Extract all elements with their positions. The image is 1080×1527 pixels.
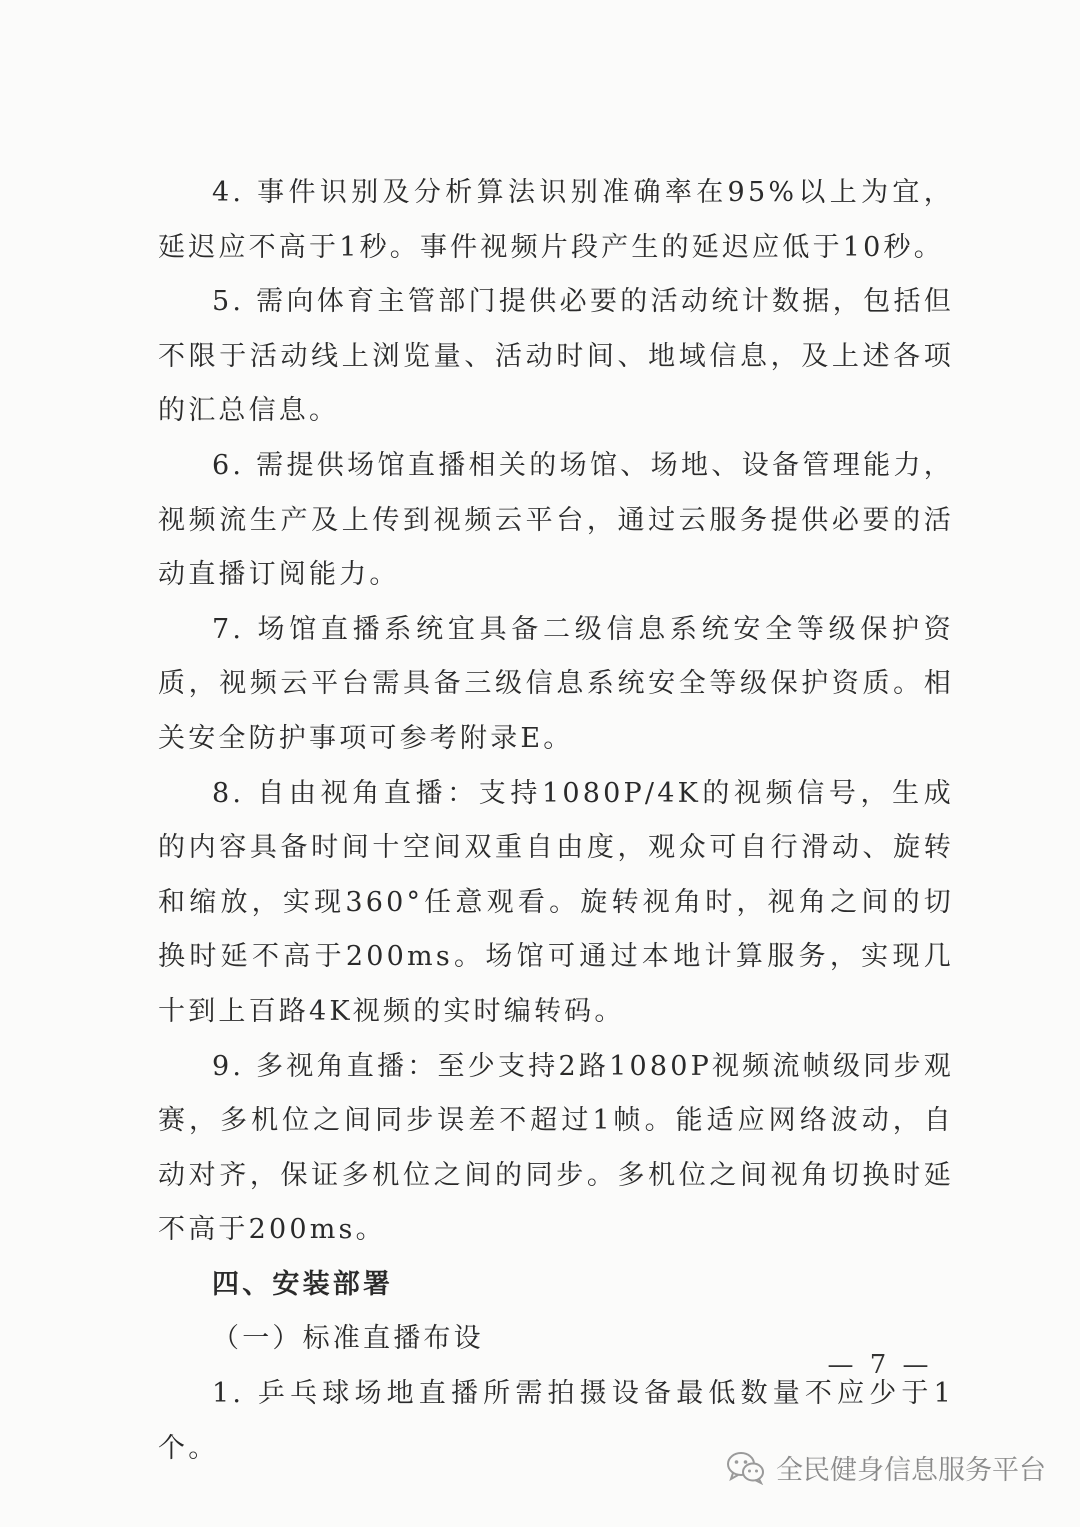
document-body xyxy=(158,166,954,1476)
paragraph-9: 9. 多视角直播：至少支持2路1080P视频流帧级同步观赛，多机位之间同步误差不超过1帧。能适应网络波动，自动对齐，保证多机位之间的同步。多机位之间视角切换时延不高于200ms。 xyxy=(158,1050,954,1246)
paragraph-5: 5. 需向体育主管部门提供必要的活动统计数据，包括但不限于活动线上浏览量、活动时间、地域信息，及上述各项的汇总信息。 xyxy=(158,286,954,427)
subsection-heading: （一）标准直播布设 xyxy=(212,1323,484,1355)
paragraph-6: 6. 需提供场馆直播相关的场馆、场地、设备管理能力，视频流生产及上传到视频云平台，通过云服务提供必要的活动直播订阅能力。 xyxy=(158,449,954,591)
watermark xyxy=(726,1448,1046,1487)
section-heading: 四、安装部署 xyxy=(212,1268,394,1300)
paragraph-8: 8. 自由视角直播：支持1080P/4K的视频信号，生成的内容具备时间十空间双重自由度，观众可自行滑动、旋转和缩放，实现360°任意观看。旋转视角时，视角之间的切换时延不高于200ms。场馆可通过本地计算服务，实现几十到上百路4K视频的实时编转码。 xyxy=(158,777,954,1027)
watermark-text: 全民健身信息服务平台 xyxy=(776,1455,1046,1486)
wechat-icon xyxy=(726,1451,766,1485)
paragraph-7: 7. 场馆直播系统宜具备二级信息系统安全等级保护资质，视频云平台需具备三级信息系统安全等级保护资质。相关安全防护事项可参考附录E。 xyxy=(158,613,954,754)
paragraph-4: 4. 事件识别及分析算法识别准确率在95%以上为宜，延迟应不高于1秒。事件视频片段产生的延迟应低于10秒。 xyxy=(158,177,954,263)
paragraph-1: 1. 乒乓球场地直播所需拍摄设备最低数量不应少于1个。 xyxy=(158,1378,954,1464)
page-number: — 7 — xyxy=(827,1350,933,1380)
